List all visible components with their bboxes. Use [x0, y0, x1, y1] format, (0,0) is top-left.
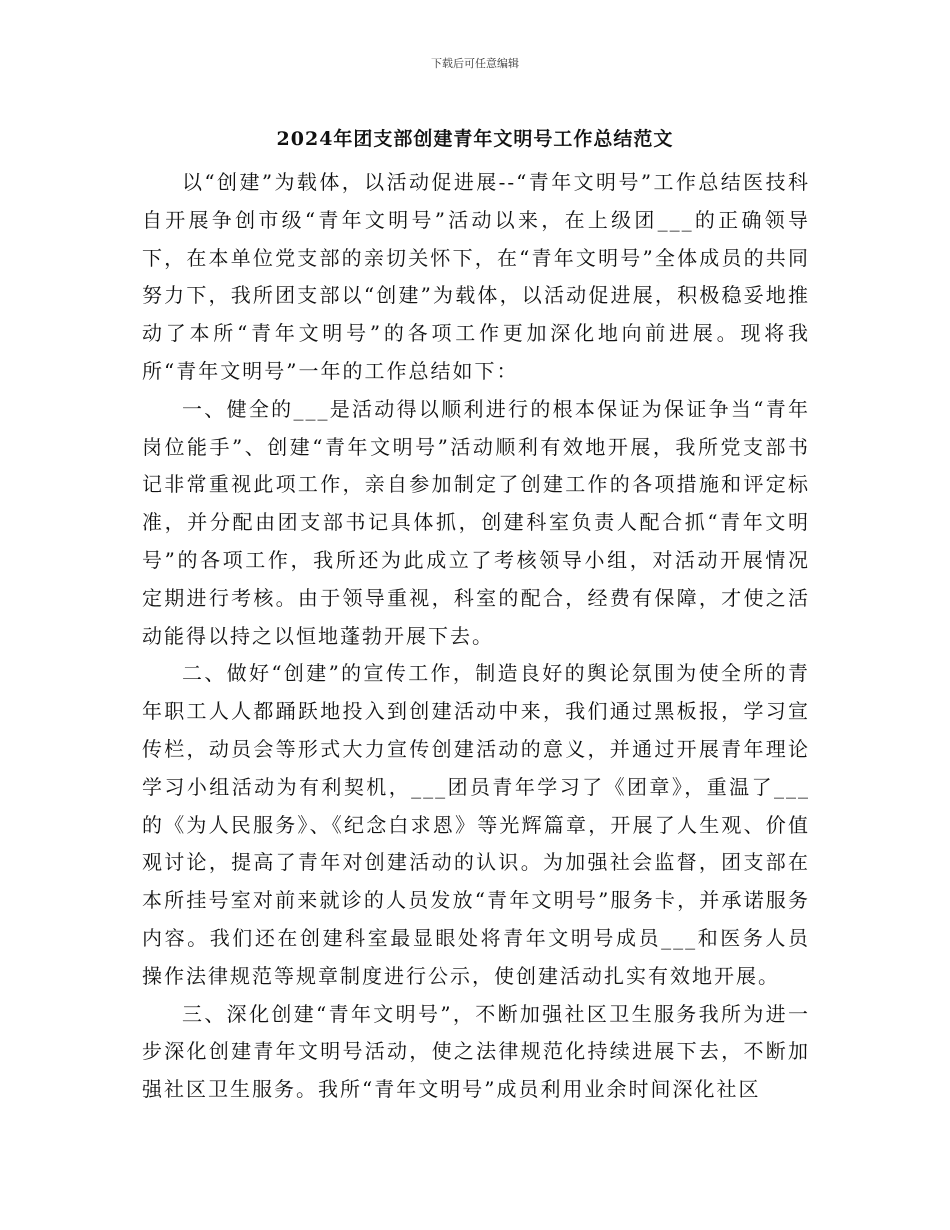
- document-body: [142, 164, 810, 1109]
- document-title: 2024年团支部创建青年文明号工作总结范文: [276, 128, 674, 150]
- paragraph-section-1: 一、健全的___是活动得以顺利进行的根本保证为保证争当“青年岗位能手”、创建“青年文明号”活动顺利有效地开展，我所党支部书记非常重视此项工作，亲自参加制定了创建工作的各项措施和评定标准，并分配由团支部书记具体抓，创建科室负责人配合抓“青年文明号”的各项工作，我所还为此成立了考核领导小组，对活动开展情况定期进行考核。由于领导重视，科室的配合，经费有保障，才使之活动能得以持之以恒地蓬勃开展下去。: [142, 396, 810, 648]
- page-header-note: 下载后可任意编辑: [431, 57, 519, 70]
- paragraph-intro: 以“创建”为载体，以活动促进展--“青年文明号”工作总结医技科自开展争创市级“青年文明号”活动以来，在上级团___的正确领导下，在本单位党支部的亲切关怀下，在“青年文明号”全体成员的共同努力下，我所团支部以“创建”为载体，以活动促进展，积极稳妥地推动了本所“青年文明号”的各项工作更加深化地向前进展。现将我所“青年文明号”一年的工作总结如下：: [142, 170, 810, 383]
- paragraph-section-3: 三、深化创建“青年文明号”，不断加强社区卫生服务我所为进一步深化创建青年文明号活动，使之法律规范化持续进展下去，不断加强社区卫生服务。我所“青年文明号”成员利用业余时间深化社区: [142, 1001, 810, 1102]
- paragraph-section-2: 二、做好“创建”的宣传工作，制造良好的舆论氛围为使全所的青年职工人人都踊跃地投入到创建活动中来，我们通过黑板报，学习宣传栏，动员会等形式大力宣传创建活动的意义，并通过开展青年理论学习小组活动为有利契机，___团员青年学习了《团章》，重温了___的《为人民服务》、《纪念白求恩》等光辉篇章，开展了人生观、价值观讨论，提高了青年对创建活动的认识。为加强社会监督，团支部在本所挂号室对前来就诊的人员发放“青年文明号”服务卡，并承诺服务内容。我们还在创建科室最显眼处将青年文明号成员___和医务人员操作法律规范等规章制度进行公示，使创建活动扎实有效地开展。: [142, 661, 810, 988]
